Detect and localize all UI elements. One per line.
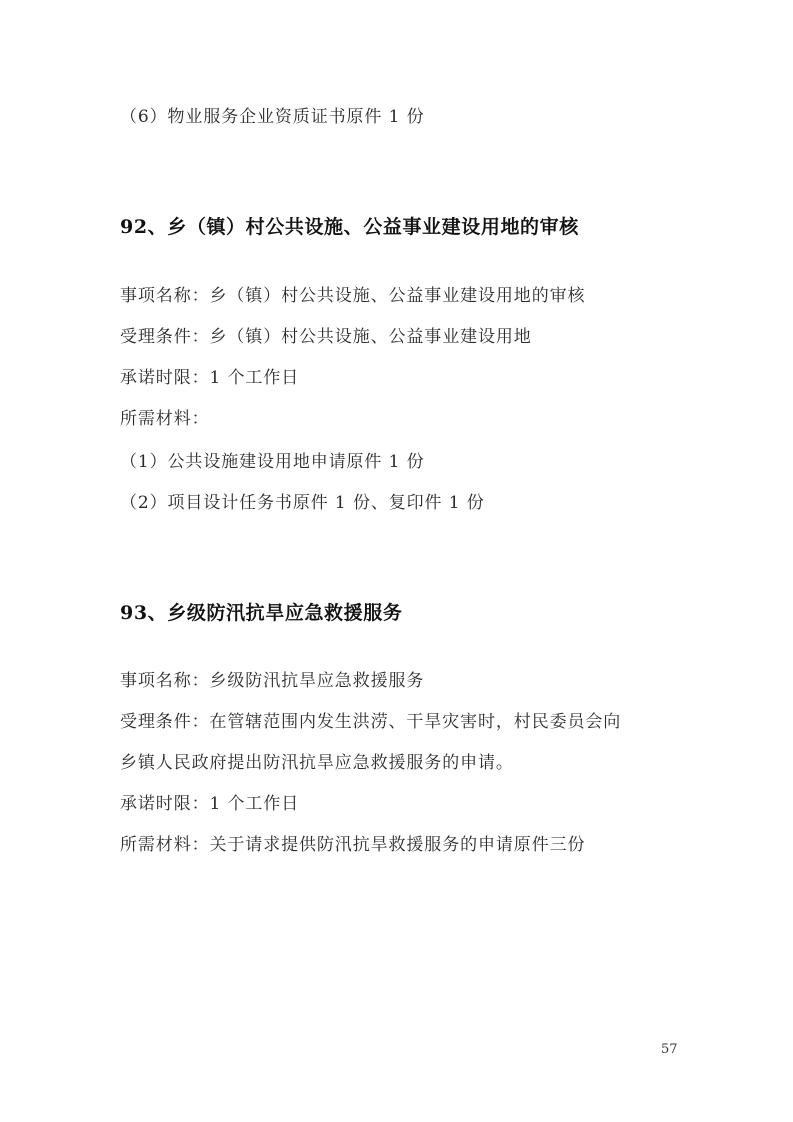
section-92-material-item-1: （1）公共设施建设用地申请原件 1 份 — [120, 452, 425, 472]
section-92-conditions: 受理条件：乡（镇）村公共设施、公益事业建设用地 — [120, 327, 532, 347]
section-93-materials: 所需材料：关于请求提供防汛抗旱救援服务的申请原件三份 — [120, 835, 586, 855]
section-93-time-limit: 承诺时限：1 个工作日 — [120, 794, 300, 814]
section-93-item-name: 事项名称：乡级防汛抗旱应急救援服务 — [120, 671, 425, 691]
intro-material-item: （6）物业服务企业资质证书原件 1 份 — [120, 107, 425, 127]
section-93-conditions-line-1: 受理条件：在管辖范围内发生洪涝、干旱灾害时，村民委员会向 — [120, 712, 622, 732]
section-92-time-limit: 承诺时限：1 个工作日 — [120, 368, 300, 388]
section-92-material-item-2: （2）项目设计任务书原件 1 份、复印件 1 份 — [120, 493, 485, 513]
section-93-conditions-line-2: 乡镇人民政府提出防汛抗旱应急救援服务的申请。 — [120, 753, 514, 773]
section-93-heading: 93、乡级防汛抗旱应急救援服务 — [120, 602, 403, 624]
page-number: 57 — [661, 1042, 678, 1057]
section-92-item-name: 事项名称：乡（镇）村公共设施、公益事业建设用地的审核 — [120, 286, 586, 306]
section-92-heading: 92、乡（镇）村公共设施、公益事业建设用地的审核 — [120, 216, 579, 238]
section-92-materials-label: 所需材料： — [120, 409, 210, 429]
